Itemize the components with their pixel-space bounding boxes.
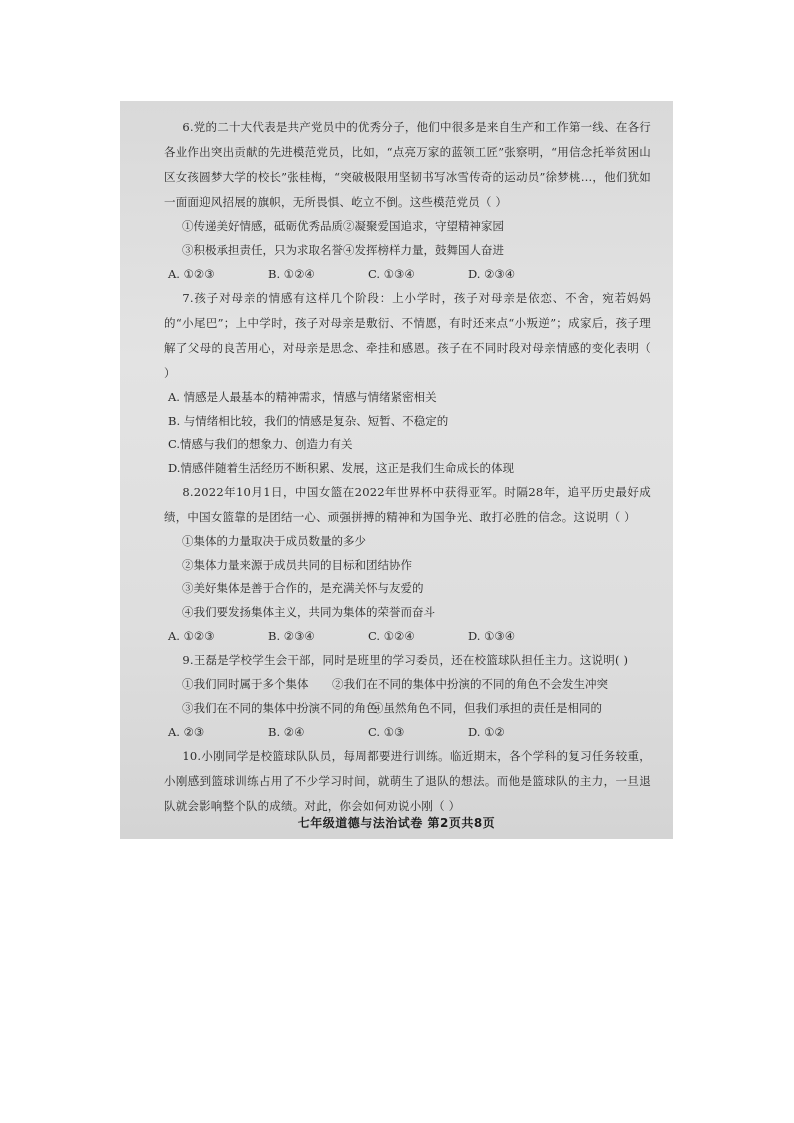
- option-b: B. ①②④: [268, 267, 315, 281]
- question-7-option-b: B. 与情绪相比较，我们的情感是复杂、短暂、不稳定的: [168, 413, 449, 428]
- question-9-item-1: ①我们同时属于多个集体: [182, 677, 309, 691]
- option-c: C. ①③④: [368, 267, 415, 281]
- question-7-option-c: C.情感与我们的想象力、创造力有关: [168, 437, 353, 451]
- question-8-item-1: ①集体的力量取决于成员数量的多少: [182, 534, 366, 548]
- question-9-options: [164, 720, 651, 744]
- question-8: [164, 480, 651, 648]
- question-8-item-4: ④我们要发扬集体主义，共同为集体的荣誉而奋斗: [182, 604, 435, 619]
- question-6-item-1: ①传递美好情感，砥砺优秀品质②凝聚爱国追求，守望精神家园: [182, 219, 504, 233]
- question-7-option-a: A. 情感是人最基本的精神需求，情感与情绪紧密相关: [168, 390, 437, 404]
- question-8-item-3: ③美好集体是善于合作的，是充满关怀与友爱的: [182, 581, 424, 595]
- option-d: D. ①③④: [468, 629, 516, 643]
- question-6-item-2: ③积极承担责任，只为求取名誉④发挥榜样力量，鼓舞国人奋进: [182, 242, 504, 257]
- option-b: B. ②③④: [268, 629, 315, 643]
- question-9-item-3: ③我们在不同的集体中扮演不同的角色: [182, 700, 378, 715]
- option-b: B. ②④: [268, 725, 305, 739]
- option-a: A. ①②③: [168, 267, 215, 281]
- question-7: [164, 286, 651, 480]
- question-6-stem: 6.党的二十大代表是共产党员中的优秀分子，他们中很多是来自生产和工作第一线、在各行各业作出突出贡献的先进模范党员，比如，“点亮万家的蓝领工匠”张察明，“用信念托举贫困山区女孩圆梦大学的校长”张桂梅，“突破极限用坚韧书写冰雪传奇的运动员”徐梦桃…，他们犹如一面面迎风招展的旗帜，无所畏惧、屹立不倒。这些模范党员（ ）: [164, 120, 651, 209]
- option-c: C. ①②④: [368, 629, 415, 643]
- question-9-items-row-1: [164, 673, 651, 697]
- exam-page: [120, 101, 673, 839]
- question-9: [164, 648, 651, 744]
- question-7-option-d: D.情感伴随着生活经历不断积累、发展，这正是我们生命成长的体现: [168, 460, 514, 475]
- page-footer: 七年级道德与法治试卷 第2页共8页: [297, 816, 496, 830]
- option-c: C. ①③: [368, 725, 405, 739]
- question-10: [164, 744, 651, 819]
- question-8-item-2: ②集体力量来源于成员共同的目标和团结协作: [182, 557, 412, 572]
- question-9-items-row-2: [164, 697, 651, 721]
- option-a: A. ②③: [168, 725, 205, 739]
- question-6: [164, 115, 651, 286]
- option-d: D. ①②: [468, 725, 505, 739]
- question-10-stem: 10.小刚同学是校篮球队队员，每周都要进行训练。临近期末，各个学科的复习任务较重，小刚感到篮球训练占用了不少学习时间，就萌生了退队的想法。而他是篮球队的主力，一旦退队就会影响整个队的成绩。对此，你会如何劝说小刚（ ）: [164, 749, 651, 813]
- question-9-stem: 9.王磊是学校学生会干部，同时是班里的学习委员，还在校篮球队担任主力。这说明( ): [182, 653, 629, 667]
- question-6-options: [164, 262, 651, 286]
- option-a: A. ①②③: [168, 629, 215, 643]
- question-7-stem: 7.孩子对母亲的情感有这样几个阶段：上小学时，孩子对母亲是依恋、不舍，宛若妈妈的“小尾巴”；上中学时，孩子对母亲是敷衍、不情愿，有时还来点“小叛逆”；成家后，孩子理解了父母的良苦用心，对母亲是思念、牵挂和感恩。孩子在不同时段对母亲情感的变化表明（ ）: [164, 291, 651, 380]
- question-8-stem: 8.2022年10月1日，中国女篮在2022年世界杯中获得亚军。时隔28年，追平历史最好成绩，中国女篮靠的是团结一心、顽强拼搏的精神和为国争光、敢打必胜的信念。这说明（ ）: [164, 485, 651, 524]
- question-9-item-4: ④虽然角色不同，但我们承担的责任是相同的: [372, 700, 602, 715]
- question-9-item-2: ②我们在不同的集体中扮演的不同的角色不会发生冲突: [332, 677, 608, 691]
- option-d: D. ②③④: [468, 267, 516, 281]
- question-8-options: [164, 624, 651, 648]
